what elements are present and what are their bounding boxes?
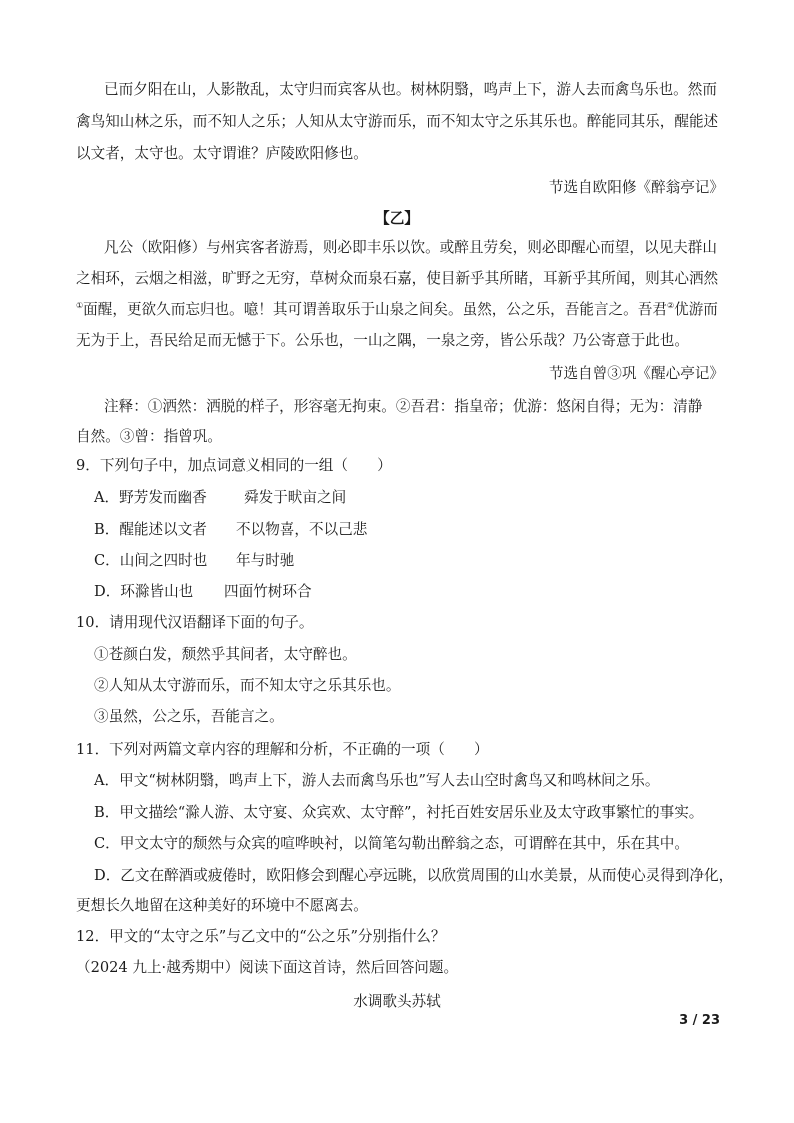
poem-title: 水调歌头苏轼 xyxy=(353,993,441,1010)
q11-option-a: A．甲文“树林阴翳，鸣声上下，游人去而禽鸟乐也”写人去山空时禽鸟又和鸣林间之乐。 xyxy=(94,772,660,789)
q9-option-a: A．野芳发而幽香 舜发于畎亩之间 xyxy=(94,489,347,506)
footnote-marker-2: ② xyxy=(666,301,675,311)
passage-a-line-3: 以文者，太守也。太守谓谁？庐陵欧阳修也。 xyxy=(76,145,368,162)
q10-item-1: ①苍颜白发，颓然乎其间者，太守醉也。 xyxy=(94,646,357,663)
question-11-stem: 11．下列对两篇文章内容的理解和分析，不正确的一项（ ） xyxy=(76,741,489,758)
q10-item-3: ③虽然，公之乐，吾能言之。 xyxy=(94,708,284,725)
passage-b-heading: 【乙】 xyxy=(375,210,419,227)
question-12-stem: 12．甲文的“太守之乐”与乙文中的“公之乐”分别指什么？ xyxy=(76,928,446,945)
passage-a-line-1: 已而夕阳在山，人影散乱，太守归而宾客从也。树林阴翳，鸣声上下，游人去而禽鸟乐也。然而 xyxy=(104,81,717,98)
next-section-intro: （2024 九上·越秀期中）阅读下面这首诗，然后回答问题。 xyxy=(76,959,459,976)
passage-b-source: 节选自曾③巩《醒心亭记》 xyxy=(548,365,724,382)
notes-line-2: 自然。③曾：指曾巩。 xyxy=(76,428,222,445)
passage-b-line-1: 凡公（欧阳修）与州宾客者游焉，则必即丰乐以饮。或醉且劳矣，则必即醒心而望，以见夫群山 xyxy=(104,239,717,256)
q11-option-d-line-1: D．乙文在醉酒或疲倦时，欧阳修会到醒心亭远眺，以欣赏周围的山水美景，从而使心灵得到净化， xyxy=(94,867,734,884)
q9-option-d: D．环滁皆山也 四面竹树环合 xyxy=(94,583,312,600)
q11-option-d-line-2: 更想长久地留在这种美好的环境中不愿离去。 xyxy=(76,897,368,914)
passage-b-line-3: ①面醒，更欲久而忘归也。噫！其可谓善取乐于山泉之间矣。虽然，公之乐，吾能言之。吾君②优游而 xyxy=(76,301,718,318)
passage-a-source: 节选自欧阳修《醉翁亭记》 xyxy=(548,179,724,196)
q11-option-b: B．甲文描绘“滁人游、太守宴、众宾欢、太守醉”，衬托百姓安居乐业及太守政事繁忙的事实。 xyxy=(94,804,704,821)
notes-line-1: 注释：①洒然：洒脱的样子，形容毫无拘束。②吾君：指皇帝；优游：悠闲自得；无为：清静 xyxy=(104,398,703,415)
question-9-stem: 9．下列句子中，加点词意义相同的一组（ ） xyxy=(76,457,392,474)
passage-b-line-2: 之相环，云烟之相滋，旷野之无穷，草树众而泉石嘉，使目新乎其所睹，耳新乎其所闻，则其心洒然 xyxy=(76,270,719,287)
q9-option-c: C．山间之四时也 年与时驰 xyxy=(94,552,295,569)
question-10-stem: 10．请用现代汉语翻译下面的句子。 xyxy=(76,614,314,631)
passage-a-line-2: 禽鸟知山林之乐，而不知人之乐；人知从太守游而乐，而不知太守之乐其乐也。醉能同其乐，醒能述 xyxy=(76,113,719,130)
footnote-marker-1: ① xyxy=(76,301,84,311)
page-number: 3 / 23 xyxy=(679,1013,720,1028)
passage-b-line-4: 无为于上，吾民给足而无憾于下。公乐也，一山之隅，一泉之旁，皆公乐哉？乃公寄意于此也。 xyxy=(76,332,689,349)
q11-option-c: C．甲文太守的颓然与众宾的喧哗映衬，以简笔勾勒出醉翁之态，可谓醉在其中，乐在其中。 xyxy=(94,835,689,852)
q10-item-2: ②人知从太守游而乐，而不知太守之乐其乐也。 xyxy=(94,677,401,694)
q9-option-b: B．醒能述以文者 不以物喜，不以己悲 xyxy=(94,521,368,538)
